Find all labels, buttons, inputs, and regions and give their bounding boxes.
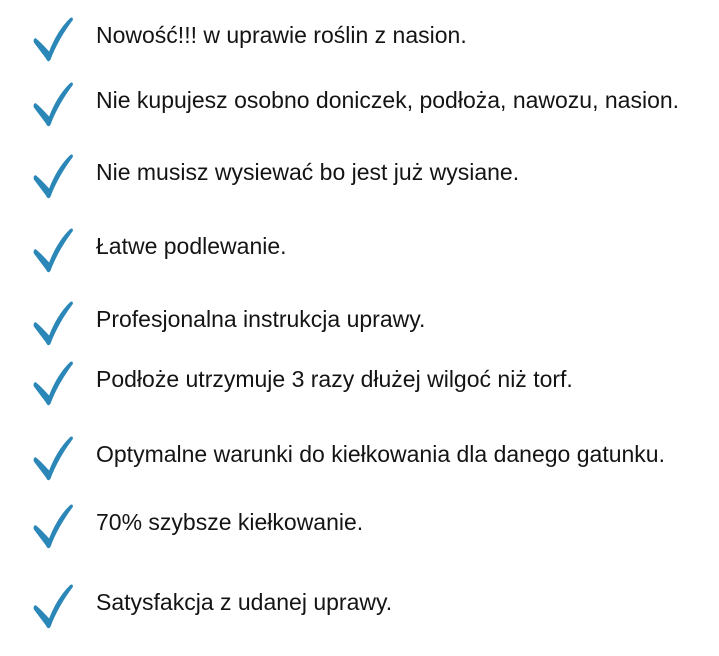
checkmark-icon [29,16,75,64]
list-item [0,487,719,559]
list-item-text: Nie musisz wysiewać bo jest już wysiane. [96,159,520,186]
checkmark-icon [29,435,75,483]
list-item [0,65,719,137]
list-item-text: Nowość!!! w uprawie roślin z nasion. [96,22,467,49]
list-item [0,419,719,491]
checkmark-icon [29,153,75,201]
checkmark-icon [29,583,75,631]
list-item [0,567,719,639]
checkmark-icon [29,81,75,129]
list-item-text: Satysfakcja z udanej uprawy. [96,589,393,616]
checkmark-icon [29,227,75,275]
list-item [0,137,719,209]
list-item-text: Nie kupujesz osobno doniczek, podłoża, nawozu, nasion. [96,87,680,114]
list-item-text: Podłoże utrzymuje 3 razy dłużej wilgoć niż torf. [96,366,573,393]
list-item-text: Profesjonalna instrukcja uprawy. [96,306,426,333]
list-item [0,344,719,416]
list-item [0,211,719,283]
checkmark-icon [29,503,75,551]
list-item-text: Łatwe podlewanie. [96,233,287,260]
checkmark-icon [29,360,75,408]
list-item [0,0,719,72]
checkmark-icon [29,300,75,348]
list-item-text: Optymalne warunki do kiełkowania dla danego gatunku. [96,441,665,468]
list-item-text: 70% szybsze kiełkowanie. [96,509,364,536]
